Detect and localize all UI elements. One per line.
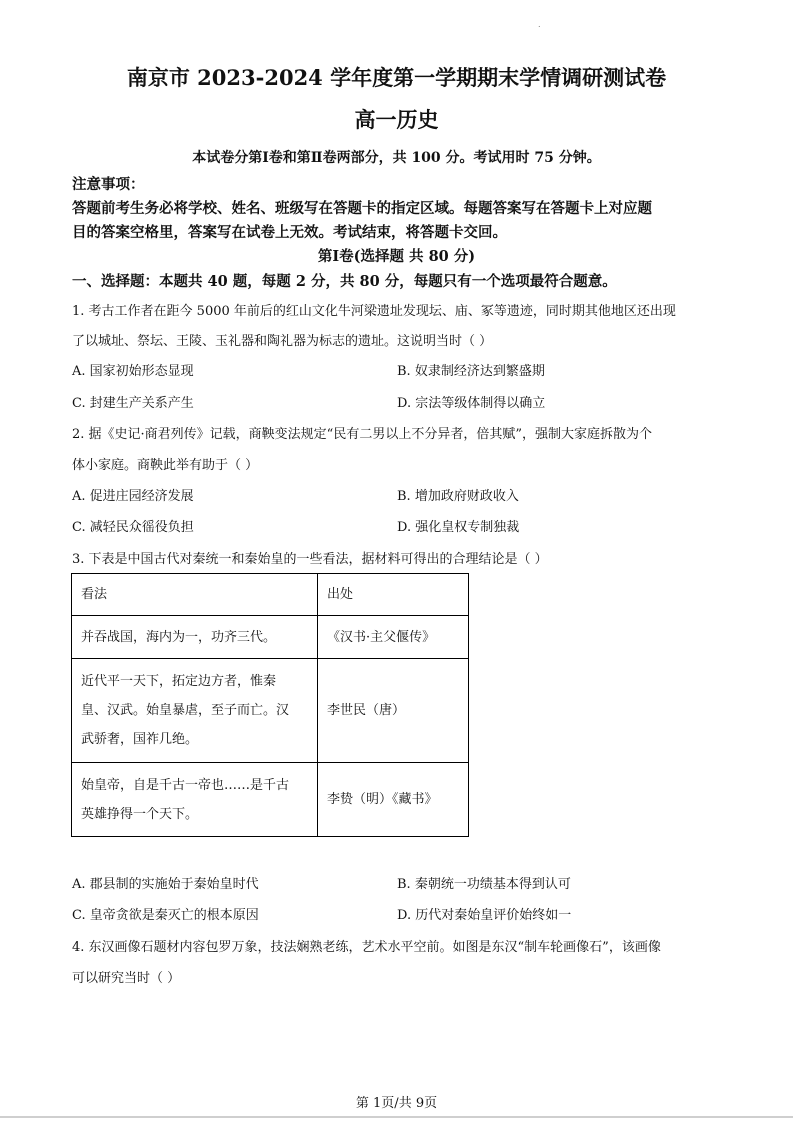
table-cell-view xyxy=(72,763,318,837)
exam-title: 南京市 2023-2024 学年度第一学期期末学情调研测试卷 xyxy=(126,65,667,90)
table-cell-line: 近代平一天下，拓定边方者，惟秦 xyxy=(81,674,277,689)
footer-divider xyxy=(0,1116,793,1118)
table-row xyxy=(72,616,469,659)
table-header-source: 出处 xyxy=(318,574,469,616)
question-3-option-a[interactable]: A. 郡县制的实施始于秦始皇时代 xyxy=(72,877,259,892)
question-1-option-a[interactable]: A. 国家初始形态显现 xyxy=(72,364,194,379)
table-cell-view xyxy=(72,659,318,763)
table-cell-line: 并吞战国，海内为一，功齐三代。 xyxy=(81,629,277,645)
table-row xyxy=(72,659,469,763)
question-1-line-2: 了以城址、祭坛、王陵、玉礼器和陶礼器为标志的遗址。这说明当时（ ） xyxy=(72,334,493,349)
table-cell-view xyxy=(72,616,318,659)
question-4-line-1: 4. 东汉画像石题材内容包罗万象，技法娴熟老练，艺术水平空前。如图是东汉“制车轮画像石”，该画像 xyxy=(72,940,661,955)
table-row xyxy=(72,763,469,837)
notice-label: 注意事项： xyxy=(72,176,145,193)
exam-info: 本试卷分第Ⅰ卷和第Ⅱ卷两部分，共 100 分。考试用时 75 分钟。 xyxy=(192,150,601,166)
table-cell-line: 英雄挣得一个天下。 xyxy=(81,806,199,822)
question-1-line-1: 1. 考古工作者在距今 5000 年前后的红山文化牛河梁遗址发现坛、庙、冢等遗迹，同时期其他地区还出现 xyxy=(72,304,676,319)
section-title: 第Ⅰ卷(选择题 共 80 分) xyxy=(317,248,476,265)
table-header-row xyxy=(72,574,469,616)
question-3-option-d[interactable]: D. 历代对秦始皇评价始终如一 xyxy=(397,908,572,923)
top-mark: . xyxy=(538,20,541,29)
table-cell-line: 武骄奢，国祚几绝。 xyxy=(81,732,199,747)
table-header-view: 看法 xyxy=(72,574,318,616)
question-3-option-b[interactable]: B. 秦朝统一功绩基本得到认可 xyxy=(397,877,571,892)
question-2-line-1: 2. 据《史记·商君列传》记载，商鞅变法规定“民有二男以上不分异者，倍其赋”，强制大家庭拆散为个 xyxy=(72,427,652,442)
notice-line-2: 目的答案空格里，答案写在试卷上无效。考试结束，将答题卡交回。 xyxy=(72,224,507,241)
table-cell-source: 《汉书·主父偃传》 xyxy=(318,616,469,659)
question-1-option-b[interactable]: B. 奴隶制经济达到繁盛期 xyxy=(397,364,545,379)
question-1-option-c[interactable]: C. 封建生产关系产生 xyxy=(72,396,194,411)
question-2-line-2: 体小家庭。商鞅此举有助于（ ） xyxy=(72,458,259,473)
question-2-option-c[interactable]: C. 减轻民众徭役负担 xyxy=(72,520,194,535)
question-4-line-2: 可以研究当时（ ） xyxy=(72,971,181,986)
question-2-option-d[interactable]: D. 强化皇权专制独裁 xyxy=(397,520,520,535)
question-3-option-c[interactable]: C. 皇帝贪欲是秦灭亡的根本原因 xyxy=(72,908,259,923)
table-cell-source: 李贽（明）《藏书》 xyxy=(318,763,469,837)
table-cell-line: 始皇帝，自是千古一帝也……是千古 xyxy=(81,777,290,793)
question-1-option-d[interactable]: D. 宗法等级体制得以确立 xyxy=(397,396,546,411)
section-instruction: 一、选择题：本题共 40 题，每题 2 分，共 80 分，每题只有一个选项最符合题意。 xyxy=(72,273,617,290)
question-2-option-b[interactable]: B. 增加政府财政收入 xyxy=(397,489,519,504)
question-3-line-1: 3. 下表是中国古代对秦统一和秦始皇的一些看法，据材料可得出的合理结论是（ ） xyxy=(72,552,548,567)
notice-line-1: 答题前考生务必将学校、姓名、班级写在答题卡的指定区域。每题答案写在答题卡上对应题 xyxy=(72,200,652,217)
page-number: 第 1页/共 9页 xyxy=(355,1096,438,1111)
question-2-option-a[interactable]: A. 促进庄园经济发展 xyxy=(72,489,194,504)
table-cell-source: 李世民（唐） xyxy=(318,659,469,763)
exam-subject: 高一历史 xyxy=(354,107,439,132)
question-3-table xyxy=(71,573,469,837)
table-cell-line: 皇、汉武。始皇暴虐，至子而亡。汉 xyxy=(81,703,290,718)
